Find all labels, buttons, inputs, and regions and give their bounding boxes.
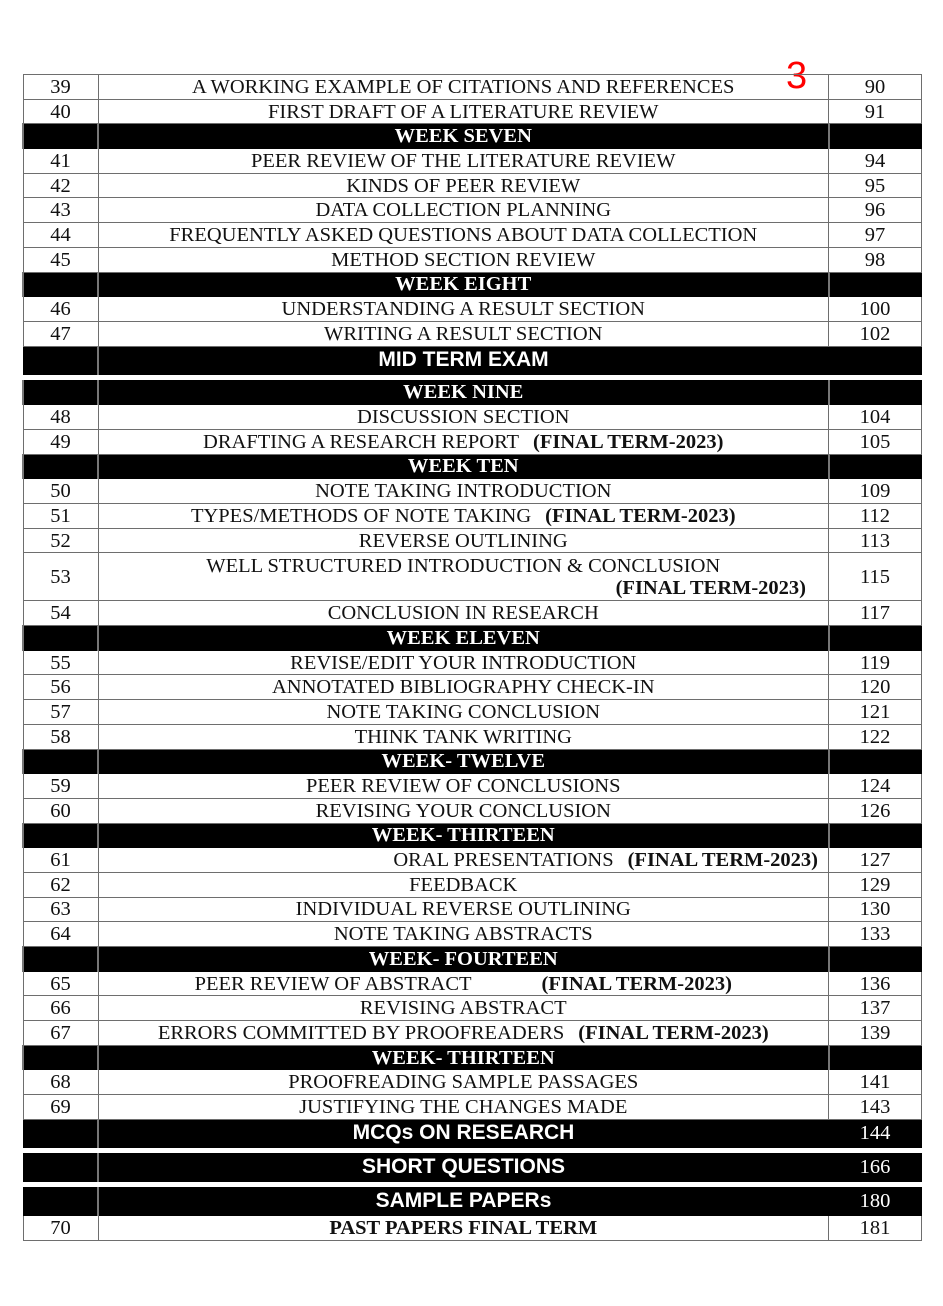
row-page bbox=[829, 626, 922, 651]
row-page: 181 bbox=[829, 1215, 922, 1240]
row-page: 139 bbox=[829, 1021, 922, 1046]
week-title: WEEK- FOURTEEN bbox=[98, 947, 829, 972]
row-title: KINDS OF PEER REVIEW bbox=[98, 173, 829, 198]
row-page: 180 bbox=[829, 1187, 922, 1215]
row-number: 57 bbox=[23, 700, 98, 725]
row-page: 121 bbox=[829, 700, 922, 725]
row-page: 94 bbox=[829, 149, 922, 174]
toc-row bbox=[23, 971, 922, 996]
row-number: 63 bbox=[23, 897, 98, 922]
toc-row bbox=[23, 223, 922, 248]
row-number: 51 bbox=[23, 504, 98, 529]
row-page: 120 bbox=[829, 675, 922, 700]
toc-row bbox=[23, 479, 922, 504]
section-header-row bbox=[23, 1153, 922, 1181]
row-number: 48 bbox=[23, 405, 98, 430]
toc-row bbox=[23, 247, 922, 272]
row-number bbox=[23, 1045, 98, 1070]
row-title bbox=[98, 553, 829, 601]
row-title: JUSTIFYING THE CHANGES MADE bbox=[98, 1095, 829, 1120]
week-title: WEEK- THIRTEEN bbox=[98, 1045, 829, 1070]
row-title: FREQUENTLY ASKED QUESTIONS ABOUT DATA COLLECTION bbox=[98, 223, 829, 248]
toc-row bbox=[23, 1095, 922, 1120]
row-page: 113 bbox=[829, 528, 922, 553]
row-page bbox=[829, 749, 922, 774]
row-page bbox=[829, 346, 922, 374]
section-header-row bbox=[23, 1119, 922, 1147]
toc-row bbox=[23, 848, 922, 873]
row-page: 112 bbox=[829, 504, 922, 529]
row-page bbox=[829, 1045, 922, 1070]
section-header-row bbox=[23, 1187, 922, 1215]
row-title: FIRST DRAFT OF A LITERATURE REVIEW bbox=[98, 99, 829, 124]
row-number: 52 bbox=[23, 528, 98, 553]
row-page: 133 bbox=[829, 922, 922, 947]
week-header-row bbox=[23, 823, 922, 848]
toc-row bbox=[23, 872, 922, 897]
final-term-note: (FINAL TERM-2023) bbox=[578, 1021, 769, 1044]
row-page: 90 bbox=[829, 75, 922, 100]
toc-row bbox=[23, 504, 922, 529]
row-number: 42 bbox=[23, 173, 98, 198]
row-title: CONCLUSION IN RESEARCH bbox=[98, 601, 829, 626]
toc-row bbox=[23, 601, 922, 626]
row-title bbox=[98, 429, 829, 454]
toc-row bbox=[23, 553, 922, 601]
toc-body bbox=[23, 75, 922, 1241]
table-of-contents bbox=[22, 74, 922, 1241]
toc-row bbox=[23, 198, 922, 223]
toc-row bbox=[23, 149, 922, 174]
week-header-row bbox=[23, 626, 922, 651]
row-page: 91 bbox=[829, 99, 922, 124]
row-page bbox=[829, 124, 922, 149]
toc-row bbox=[23, 1070, 922, 1095]
row-title: A WORKING EXAMPLE OF CITATIONS AND REFERENCES bbox=[98, 75, 829, 100]
row-number: 53 bbox=[23, 553, 98, 601]
row-title-text: TYPES/METHODS OF NOTE TAKING bbox=[190, 504, 532, 527]
row-number: 59 bbox=[23, 774, 98, 799]
row-title: REVISING ABSTRACT bbox=[98, 996, 829, 1021]
row-number: 43 bbox=[23, 198, 98, 223]
final-term-note: (FINAL TERM-2023) bbox=[541, 972, 732, 995]
row-title: PROOFREADING SAMPLE PASSAGES bbox=[98, 1070, 829, 1095]
row-title: PEER REVIEW OF THE LITERATURE REVIEW bbox=[98, 149, 829, 174]
toc-row bbox=[23, 897, 922, 922]
toc-row bbox=[23, 922, 922, 947]
row-title-text: ERRORS COMMITTED BY PROOFREADERS bbox=[157, 1021, 565, 1044]
row-page bbox=[829, 947, 922, 972]
row-number: 66 bbox=[23, 996, 98, 1021]
row-page: 166 bbox=[829, 1153, 922, 1181]
row-number bbox=[23, 749, 98, 774]
week-title: WEEK EIGHT bbox=[98, 272, 829, 297]
row-page: 104 bbox=[829, 405, 922, 430]
week-title: WEEK- TWELVE bbox=[98, 749, 829, 774]
row-page: 115 bbox=[829, 553, 922, 601]
final-term-note: (FINAL TERM-2023) bbox=[615, 576, 806, 599]
toc-row bbox=[23, 724, 922, 749]
row-title-text: PEER REVIEW OF ABSTRACT bbox=[194, 972, 472, 995]
row-number: 55 bbox=[23, 650, 98, 675]
week-header-row bbox=[23, 749, 922, 774]
section-title: SHORT QUESTIONS bbox=[98, 1153, 829, 1181]
toc-row bbox=[23, 297, 922, 322]
row-title-text: DRAFTING A RESEARCH REPORT bbox=[203, 430, 520, 453]
row-title: FEEDBACK bbox=[98, 872, 829, 897]
row-number: 50 bbox=[23, 479, 98, 504]
row-page bbox=[829, 823, 922, 848]
final-term-note: (FINAL TERM-2023) bbox=[627, 849, 818, 872]
row-page: 141 bbox=[829, 1070, 922, 1095]
row-page: 127 bbox=[829, 848, 922, 873]
row-number bbox=[23, 272, 98, 297]
row-page: 95 bbox=[829, 173, 922, 198]
row-title bbox=[98, 848, 829, 873]
final-term-note: (FINAL TERM-2023) bbox=[533, 430, 724, 453]
row-number bbox=[23, 1187, 98, 1215]
week-title: WEEK NINE bbox=[98, 380, 829, 405]
toc-row bbox=[23, 75, 922, 100]
toc-row bbox=[23, 650, 922, 675]
row-page bbox=[829, 454, 922, 479]
row-number bbox=[23, 626, 98, 651]
final-term-note: (FINAL TERM-2023) bbox=[545, 504, 736, 527]
row-title: PEER REVIEW OF CONCLUSIONS bbox=[98, 774, 829, 799]
row-number bbox=[23, 1119, 98, 1147]
row-title: INDIVIDUAL REVERSE OUTLINING bbox=[98, 897, 829, 922]
row-page: 102 bbox=[829, 321, 922, 346]
week-header-row bbox=[23, 124, 922, 149]
row-number: 62 bbox=[23, 872, 98, 897]
row-page: 144 bbox=[829, 1119, 922, 1147]
row-title: REVISE/EDIT YOUR INTRODUCTION bbox=[98, 650, 829, 675]
row-page: 137 bbox=[829, 996, 922, 1021]
row-number bbox=[23, 454, 98, 479]
page-number: 3 bbox=[786, 55, 808, 97]
week-title: WEEK ELEVEN bbox=[98, 626, 829, 651]
section-title: SAMPLE PAPERs bbox=[98, 1187, 829, 1215]
week-title: WEEK SEVEN bbox=[98, 124, 829, 149]
row-page bbox=[829, 272, 922, 297]
section-title: MCQs ON RESEARCH bbox=[98, 1119, 829, 1147]
row-title: UNDERSTANDING A RESULT SECTION bbox=[98, 297, 829, 322]
row-number bbox=[23, 823, 98, 848]
row-number: 70 bbox=[23, 1215, 98, 1240]
week-header-row bbox=[23, 947, 922, 972]
row-page: 100 bbox=[829, 297, 922, 322]
row-number bbox=[23, 346, 98, 374]
section-title: MID TERM EXAM bbox=[98, 346, 829, 374]
row-title: DISCUSSION SECTION bbox=[98, 405, 829, 430]
row-title: NOTE TAKING CONCLUSION bbox=[98, 700, 829, 725]
toc-row bbox=[23, 173, 922, 198]
row-number: 44 bbox=[23, 223, 98, 248]
row-title-text: ORAL PRESENTATIONS bbox=[393, 849, 614, 872]
row-number: 68 bbox=[23, 1070, 98, 1095]
toc-row bbox=[23, 1215, 922, 1240]
row-page bbox=[829, 380, 922, 405]
row-page: 119 bbox=[829, 650, 922, 675]
toc-row bbox=[23, 774, 922, 799]
toc-row bbox=[23, 996, 922, 1021]
toc-row bbox=[23, 1021, 922, 1046]
row-title: NOTE TAKING INTRODUCTION bbox=[98, 479, 829, 504]
row-page: 105 bbox=[829, 429, 922, 454]
row-page: 136 bbox=[829, 971, 922, 996]
row-number: 69 bbox=[23, 1095, 98, 1120]
week-title: WEEK- THIRTEEN bbox=[98, 823, 829, 848]
toc-row bbox=[23, 700, 922, 725]
row-number: 65 bbox=[23, 971, 98, 996]
row-page: 96 bbox=[829, 198, 922, 223]
row-title bbox=[98, 1021, 829, 1046]
row-number: 45 bbox=[23, 247, 98, 272]
toc-row bbox=[23, 405, 922, 430]
row-page: 122 bbox=[829, 724, 922, 749]
week-title: WEEK TEN bbox=[98, 454, 829, 479]
week-header-row bbox=[23, 1045, 922, 1070]
toc-row bbox=[23, 798, 922, 823]
row-number bbox=[23, 947, 98, 972]
row-number: 61 bbox=[23, 848, 98, 873]
row-title: WRITING A RESULT SECTION bbox=[98, 321, 829, 346]
row-number: 58 bbox=[23, 724, 98, 749]
row-title: THINK TANK WRITING bbox=[98, 724, 829, 749]
row-number bbox=[23, 380, 98, 405]
row-number: 46 bbox=[23, 297, 98, 322]
row-title: ANNOTATED BIBLIOGRAPHY CHECK-IN bbox=[98, 675, 829, 700]
toc-row bbox=[23, 321, 922, 346]
row-title: NOTE TAKING ABSTRACTS bbox=[98, 922, 829, 947]
row-page: 97 bbox=[829, 223, 922, 248]
row-page: 130 bbox=[829, 897, 922, 922]
row-number: 67 bbox=[23, 1021, 98, 1046]
row-number: 39 bbox=[23, 75, 98, 100]
row-title: DATA COLLECTION PLANNING bbox=[98, 198, 829, 223]
row-page: 143 bbox=[829, 1095, 922, 1120]
row-title: PAST PAPERS FINAL TERM bbox=[98, 1215, 829, 1240]
row-title: REVERSE OUTLINING bbox=[98, 528, 829, 553]
row-page: 126 bbox=[829, 798, 922, 823]
row-page: 117 bbox=[829, 601, 922, 626]
row-title: METHOD SECTION REVIEW bbox=[98, 247, 829, 272]
row-page: 124 bbox=[829, 774, 922, 799]
week-header-row bbox=[23, 454, 922, 479]
row-number: 56 bbox=[23, 675, 98, 700]
row-number: 41 bbox=[23, 149, 98, 174]
section-header-row bbox=[23, 346, 922, 374]
row-page: 129 bbox=[829, 872, 922, 897]
row-number: 54 bbox=[23, 601, 98, 626]
row-page: 109 bbox=[829, 479, 922, 504]
row-number: 49 bbox=[23, 429, 98, 454]
row-number: 47 bbox=[23, 321, 98, 346]
toc-row bbox=[23, 429, 922, 454]
row-title-text: WELL STRUCTURED INTRODUCTION & CONCLUSION bbox=[206, 554, 721, 577]
row-number: 60 bbox=[23, 798, 98, 823]
row-number bbox=[23, 124, 98, 149]
row-title bbox=[98, 971, 829, 996]
week-header-row bbox=[23, 380, 922, 405]
row-title bbox=[98, 504, 829, 529]
toc-row bbox=[23, 99, 922, 124]
row-title: REVISING YOUR CONCLUSION bbox=[98, 798, 829, 823]
row-page: 98 bbox=[829, 247, 922, 272]
row-number: 40 bbox=[23, 99, 98, 124]
row-number: 64 bbox=[23, 922, 98, 947]
week-header-row bbox=[23, 272, 922, 297]
toc-row bbox=[23, 528, 922, 553]
row-number bbox=[23, 1153, 98, 1181]
toc-row bbox=[23, 675, 922, 700]
